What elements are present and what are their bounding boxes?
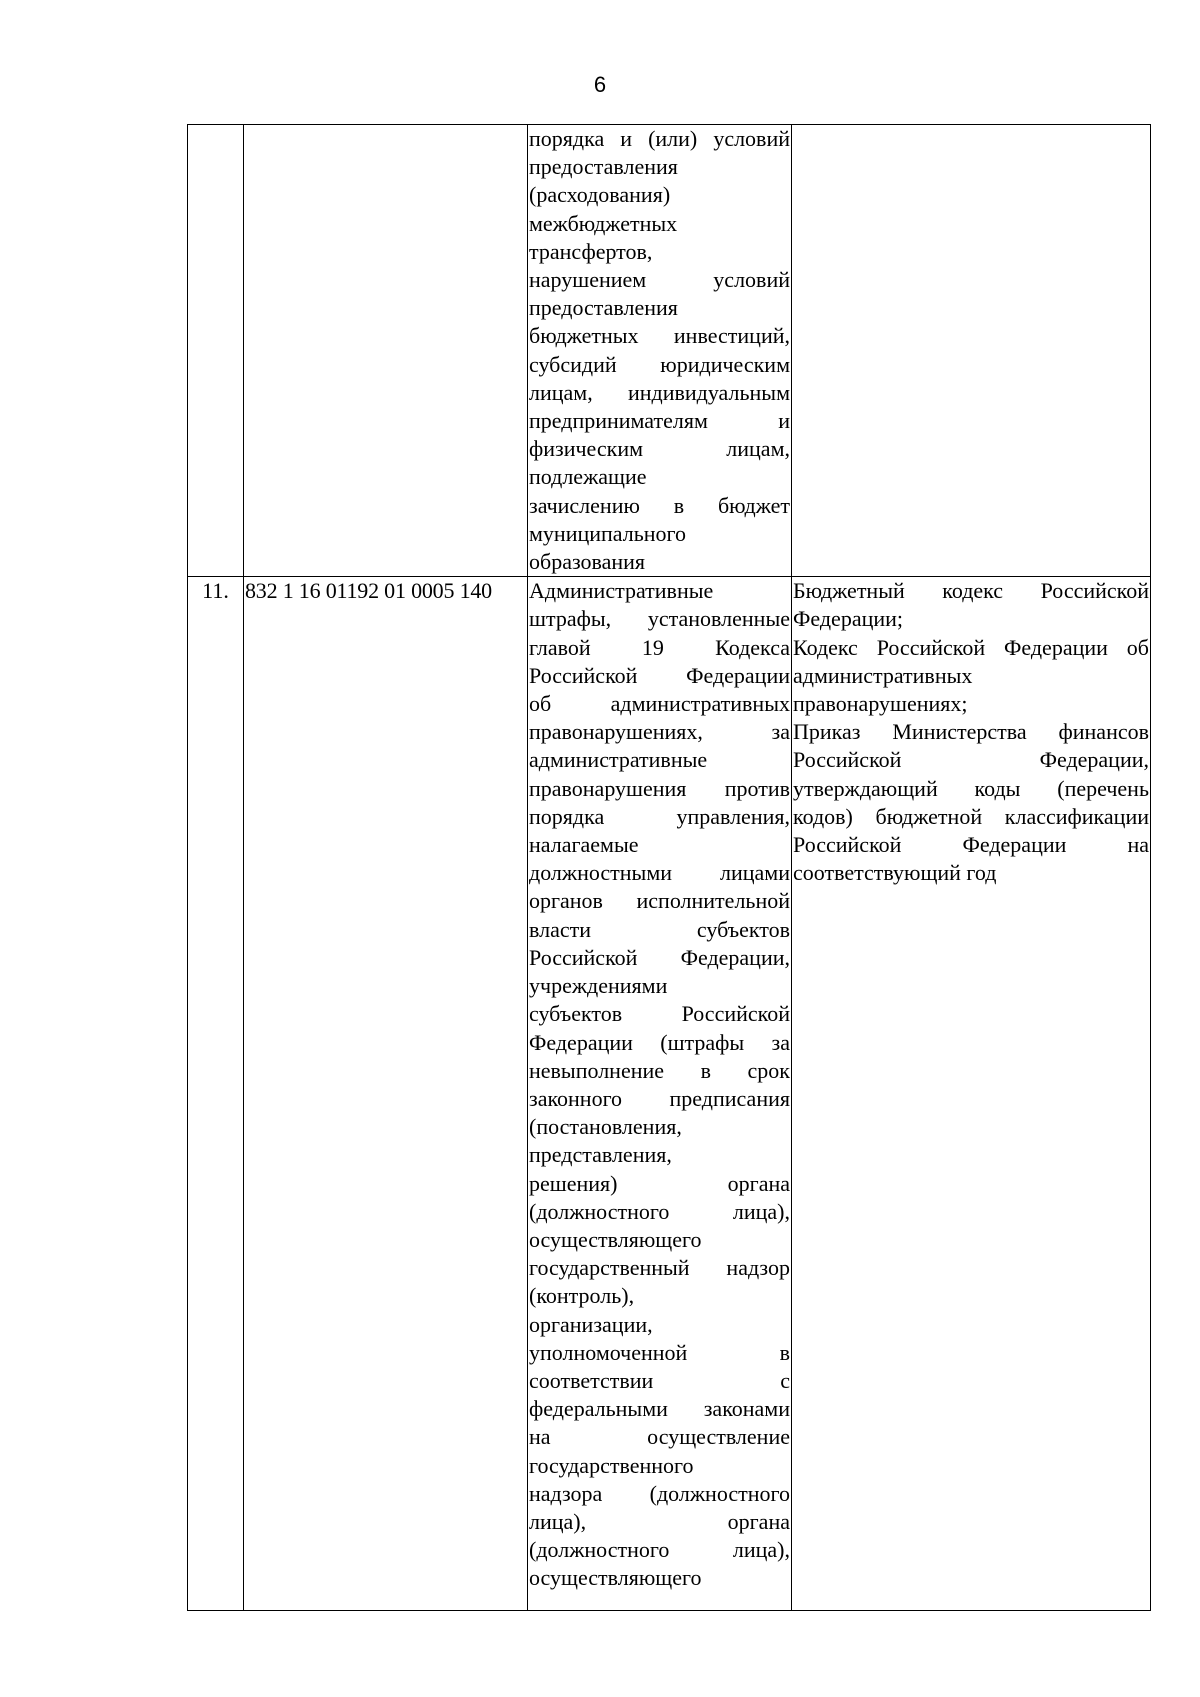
text-line: правонарушениях, за <box>529 719 790 745</box>
text-line: предпринимателям и <box>529 408 790 434</box>
text-line: субсидий юридическим <box>529 351 790 377</box>
text-line: нарушением условий <box>529 267 790 293</box>
text-line: штрафы, установленные <box>529 606 790 632</box>
text-line: трансфертов, <box>529 238 653 264</box>
text-line: власти субъектов <box>529 916 790 942</box>
text-line: Бюджетный кодекс Российской <box>793 578 1149 604</box>
text-line: осуществляющего <box>529 1226 702 1252</box>
text-line: на осуществление <box>529 1424 790 1450</box>
text-line: надзора (должностного <box>529 1480 790 1506</box>
text-line: учреждениями <box>529 973 668 999</box>
text-line: об административных <box>529 691 790 717</box>
text-line: Приказ Министерства финансов <box>793 719 1149 745</box>
text-line: порядка управления, <box>529 803 790 829</box>
text-line: невыполнение в срок <box>529 1057 790 1083</box>
text-line: органов исполнительной <box>529 888 790 914</box>
text-line: государственного <box>529 1452 694 1478</box>
text-line: административные <box>529 747 708 773</box>
text-line: правонарушения против <box>529 775 790 801</box>
text-line: Российской Федерации, <box>793 747 1149 773</box>
text-line: должностными лицами <box>529 860 790 886</box>
text-line: образования <box>529 549 646 575</box>
text-line: утверждающий коды (перечень <box>793 775 1149 801</box>
row-number-cell <box>188 125 244 577</box>
budget-code-cell <box>244 125 528 577</box>
budget-codes-table <box>187 124 1151 1611</box>
text-line: Кодекс Российской Федерации об <box>793 634 1149 660</box>
text-line: правонарушениях; <box>793 691 968 717</box>
text-line: порядка и (или) условий <box>529 126 790 151</box>
text-line: подлежащие <box>529 464 647 490</box>
text-line: организации, <box>529 1311 653 1337</box>
text-line: решения) органа <box>529 1170 790 1196</box>
text-line: Федерации; <box>793 606 904 632</box>
text-line: лицам, индивидуальным <box>529 379 790 405</box>
page-number: 6 <box>593 72 607 97</box>
text-line: (расходования) <box>529 182 671 208</box>
table-row <box>188 577 1151 1611</box>
text-line: административных <box>793 662 973 688</box>
text-line: Административные <box>529 578 714 604</box>
text-line: осуществляющего <box>529 1565 702 1591</box>
budget-code-cell: 832 1 16 01192 01 0005 140 <box>244 577 528 1611</box>
text-line: налагаемые <box>529 832 639 858</box>
text-line: представления, <box>529 1142 672 1168</box>
text-line: муниципального <box>529 520 687 546</box>
text-line: соответствующий год <box>793 860 997 886</box>
text-line: субъектов Российской <box>529 1001 790 1027</box>
text-line: Российской Федерации, <box>529 944 790 970</box>
text-line: межбюджетных <box>529 210 678 236</box>
text-line: бюджетных инвестиций, <box>529 323 790 349</box>
text-line: лица), органа <box>529 1508 790 1534</box>
text-line: зачислению в бюджет <box>529 492 790 518</box>
table-row <box>188 125 1151 577</box>
text-line: предоставления <box>529 295 678 321</box>
income-name-cell <box>528 125 792 577</box>
text-line: кодов) бюджетной классификации <box>793 803 1149 829</box>
text-line: физическим лицам, <box>529 436 790 462</box>
legal-basis-cell <box>792 577 1151 1611</box>
row-number-cell: 11. <box>188 577 244 1611</box>
text-line: государственный надзор <box>529 1255 790 1281</box>
text-line: (должностного лица), <box>529 1198 790 1224</box>
text-line: (постановления, <box>529 1114 682 1140</box>
text-line: Российской Федерации на <box>793 832 1149 858</box>
text-line: (должностного лица), <box>529 1537 790 1563</box>
text-line: соответствии с <box>529 1367 790 1393</box>
legal-basis-cell <box>792 125 1151 577</box>
text-line: Федерации (штрафы за <box>529 1029 790 1055</box>
income-name-cell <box>528 577 792 1611</box>
text-line: Российской Федерации <box>529 662 790 688</box>
text-line: предоставления <box>529 154 678 180</box>
text-line: главой 19 Кодекса <box>529 634 790 660</box>
text-line: федеральными законами <box>529 1396 790 1422</box>
text-line: законного предписания <box>529 1085 790 1111</box>
text-line: уполномоченной в <box>529 1339 790 1365</box>
text-line: (контроль), <box>529 1283 635 1309</box>
